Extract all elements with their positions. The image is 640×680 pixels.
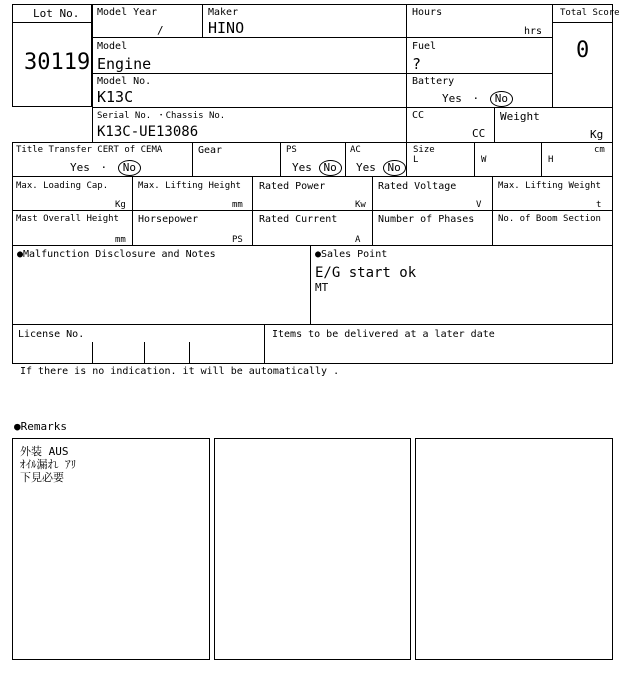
malfunction-label: ●Malfunction Disclosure and Notes xyxy=(17,249,216,260)
maker-value: HINO xyxy=(208,19,245,37)
sales-point-label: ●Sales Point xyxy=(315,249,388,260)
max-loading-label: Max. Loading Cap. xyxy=(16,181,109,191)
hours-label: Hours xyxy=(412,7,443,18)
remarks-box-3 xyxy=(415,438,613,660)
rated-power-unit: Kw xyxy=(355,200,366,210)
size-label: Size xyxy=(413,145,435,155)
sales-point-line2: MT xyxy=(315,281,329,294)
weight-unit: Kg xyxy=(590,128,604,141)
title-transfer-label: Title Transfer CERT of CEMA xyxy=(16,145,163,155)
lot-label: Lot No. xyxy=(33,7,80,20)
remarks-label: ●Remarks xyxy=(14,420,67,433)
size-cell xyxy=(406,142,613,177)
model-no-label: Model No. xyxy=(97,76,152,87)
total-score-value: 0 xyxy=(576,38,590,63)
model-year-value: / xyxy=(157,24,164,37)
weight-label: Weight xyxy=(500,110,540,123)
license-divider-3 xyxy=(189,342,190,364)
title-transfer-no-circled: No xyxy=(118,160,141,176)
ps-yes: Yes xyxy=(292,161,312,174)
horsepower-label: Horsepower xyxy=(138,214,199,225)
size-unit: cm xyxy=(594,145,605,155)
battery-dot: · xyxy=(472,92,480,105)
model-no-value: K13C xyxy=(97,88,134,106)
battery-options xyxy=(442,91,513,107)
title-transfer-options xyxy=(70,160,141,176)
auto-note: If there is no indication. it will be automatically . xyxy=(20,366,340,377)
maker-label: Maker xyxy=(208,7,239,18)
ps-no-circled: No xyxy=(319,160,342,176)
model-value: Engine xyxy=(97,55,152,73)
rated-current-label: Rated Current xyxy=(259,214,338,225)
mast-height-label: Mast Overall Height xyxy=(16,214,119,224)
mast-height-unit: mm xyxy=(115,235,126,245)
max-lift-weight-unit: t xyxy=(596,200,602,210)
lot-divider xyxy=(12,22,92,23)
size-divider-1 xyxy=(474,142,475,177)
battery-no-circled: No xyxy=(490,91,513,107)
rated-power-label: Rated Power xyxy=(259,181,326,192)
rated-voltage-unit: V xyxy=(476,200,482,210)
fuel-label: Fuel xyxy=(412,41,437,52)
size-h: H xyxy=(548,155,554,165)
ps-label: PS xyxy=(286,145,297,155)
battery-label: Battery xyxy=(412,76,455,87)
max-lift-height-label: Max. Lifting Height xyxy=(138,181,241,191)
lot-number: 30119 xyxy=(24,50,91,75)
rated-current-unit: A xyxy=(355,235,361,245)
fuel-value: ? xyxy=(412,55,422,73)
serial-label: Serial No. ・Chassis No. xyxy=(97,111,226,121)
license-label: License No. xyxy=(18,329,85,340)
model-year-label: Model Year xyxy=(97,7,158,18)
total-score-divider xyxy=(552,22,613,23)
rated-voltage-label: Rated Voltage xyxy=(378,181,457,192)
serial-value: K13C-UE13086 xyxy=(97,124,199,140)
ac-no-circled: No xyxy=(383,160,406,176)
remarks-box-2 xyxy=(214,438,411,660)
title-transfer-yes: Yes xyxy=(70,161,90,174)
ps-options xyxy=(292,160,342,176)
title-transfer-dot: · xyxy=(100,161,108,174)
license-divider-1 xyxy=(92,342,93,364)
remarks-text-1: 外装 AUS ｵｲﾙ漏れ ｱﾘ 下見必要 xyxy=(20,445,77,484)
gear-label: Gear xyxy=(198,145,223,156)
ac-options xyxy=(356,160,406,176)
size-divider-2 xyxy=(541,142,542,177)
max-lift-weight-label: Max. Lifting Weight xyxy=(498,181,601,191)
ac-yes: Yes xyxy=(356,161,376,174)
battery-yes: Yes xyxy=(442,92,462,105)
max-loading-unit: Kg xyxy=(115,200,126,210)
total-score-label: Total Score xyxy=(560,8,620,18)
horsepower-unit: PS xyxy=(232,235,243,245)
items-later-label: Items to be delivered at a later date xyxy=(272,329,495,340)
cc-unit: CC xyxy=(472,127,486,140)
size-w: W xyxy=(481,155,487,165)
max-lift-height-unit: mm xyxy=(232,200,243,210)
boom-label: No. of Boom Section xyxy=(498,214,601,224)
license-divider-2 xyxy=(144,342,145,364)
size-l: L xyxy=(413,155,419,165)
model-label: Model xyxy=(97,41,128,52)
hours-unit: hrs xyxy=(524,26,543,37)
cc-label: CC xyxy=(412,110,425,121)
sales-point-line1: E/G start ok xyxy=(315,265,417,281)
ac-label: AC xyxy=(350,145,361,155)
phases-label: Number of Phases xyxy=(378,214,475,225)
